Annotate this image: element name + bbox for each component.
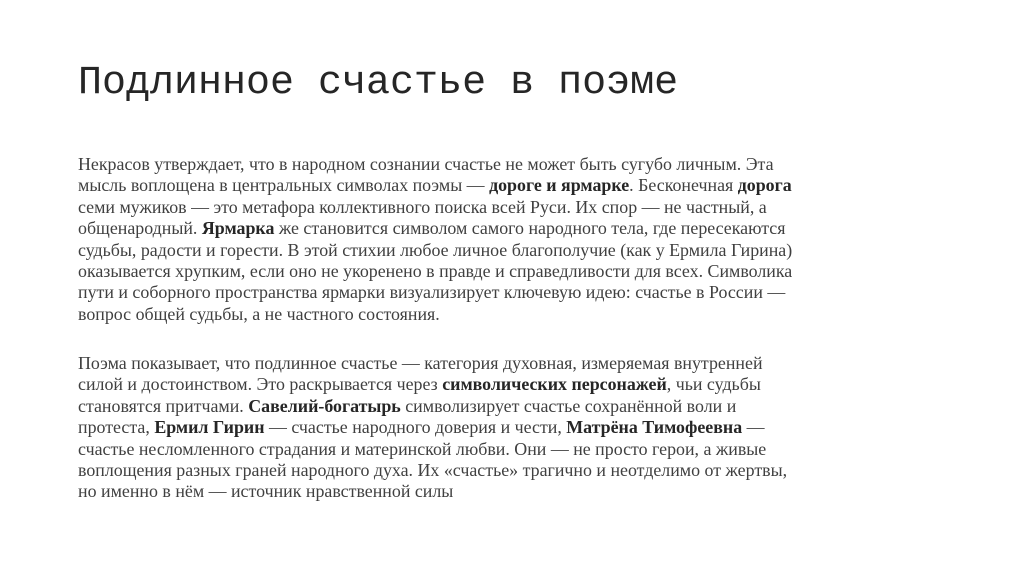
text-span: . Бесконечная	[629, 175, 738, 196]
paragraph-2-line-6	[78, 460, 948, 481]
text-span: но именно в нём — источник нравственной силы	[78, 481, 454, 502]
bold-term-road-and-fair: дороге и ярмарке	[489, 175, 630, 196]
bold-term-fair: Ярмарка	[201, 218, 275, 239]
text-span: —	[742, 417, 765, 438]
paragraph-2	[78, 353, 948, 503]
paragraph-2-line-3	[78, 396, 948, 417]
text-span: мысль воплощена в центральных символах поэмы —	[78, 175, 490, 196]
paragraph-1-line-1	[78, 154, 948, 175]
text-span: семи мужиков — это метафора коллективного поиска всей Руси. Их спор — не частный, а	[78, 196, 767, 217]
bold-term-saveliy: Савелий-богатырь	[248, 395, 401, 416]
text-span: воплощения разных граней народного духа. Их «счастье» трагично и неотделимо от жертвы,	[78, 460, 788, 481]
text-span: протеста,	[78, 417, 155, 438]
paragraph-1	[78, 154, 948, 325]
text-span: вопрос общей судьбы, а не частного состояния.	[78, 303, 440, 324]
paragraph-1-line-6	[78, 261, 948, 282]
text-span: оказывается хрупким, если оно не укоренено в правде и справедливости для всех. Символика	[78, 261, 793, 282]
paragraph-1-line-8	[78, 304, 948, 325]
bold-term-ermil-girin: Ермил Гирин	[154, 417, 265, 438]
text-span: счастье несломленного страдания и материнской любви. Они — не просто герои, а живые	[78, 438, 767, 459]
paragraph-1-line-5	[78, 240, 948, 261]
text-span: становятся притчами.	[78, 395, 249, 416]
paragraph-1-line-4	[78, 218, 948, 239]
text-span: же становится символом самого народного тела, где пересекаются	[274, 218, 786, 239]
bold-term-symbolic-characters: символических персонажей	[442, 374, 667, 395]
paragraph-2-line-2	[78, 374, 948, 395]
paragraph-1-line-2	[78, 175, 948, 196]
paragraph-2-line-1	[78, 353, 948, 374]
bold-term-matryona: Матрёна Тимофеевна	[566, 417, 743, 438]
slide-title: Подлинное счастье в поэме	[78, 61, 679, 106]
text-span: Поэма показывает, что подлинное счастье — категория духовная, измеряемая внутренней	[78, 353, 763, 373]
paragraph-2-line-5	[78, 439, 948, 460]
text-span: , чьи судьбы	[666, 374, 761, 395]
paragraph-1-line-3	[78, 197, 948, 218]
text-span: Некрасов утверждает, что в народном сознании счастье не может быть сугубо личным. Эта	[78, 154, 774, 174]
paragraph-2-line-4	[78, 417, 948, 438]
text-span: силой и достоинством. Это раскрывается через	[78, 374, 443, 395]
text-span: символизирует счастье сохранённой воли и	[400, 395, 737, 416]
text-span: пути и соборного пространства ярмарки визуализирует ключевую идею: счастье в России —	[78, 282, 786, 303]
paragraph-2-line-7	[78, 481, 948, 502]
paragraph-1-line-7	[78, 282, 948, 303]
text-span: — счастье народного доверия и чести,	[264, 417, 567, 438]
text-span: общенародный.	[78, 218, 202, 239]
bold-term-road: дорога	[737, 175, 792, 196]
text-span: судьбы, радости и горести. В этой стихии любое личное благополучие (как у Ермила Гирина)	[78, 239, 793, 260]
